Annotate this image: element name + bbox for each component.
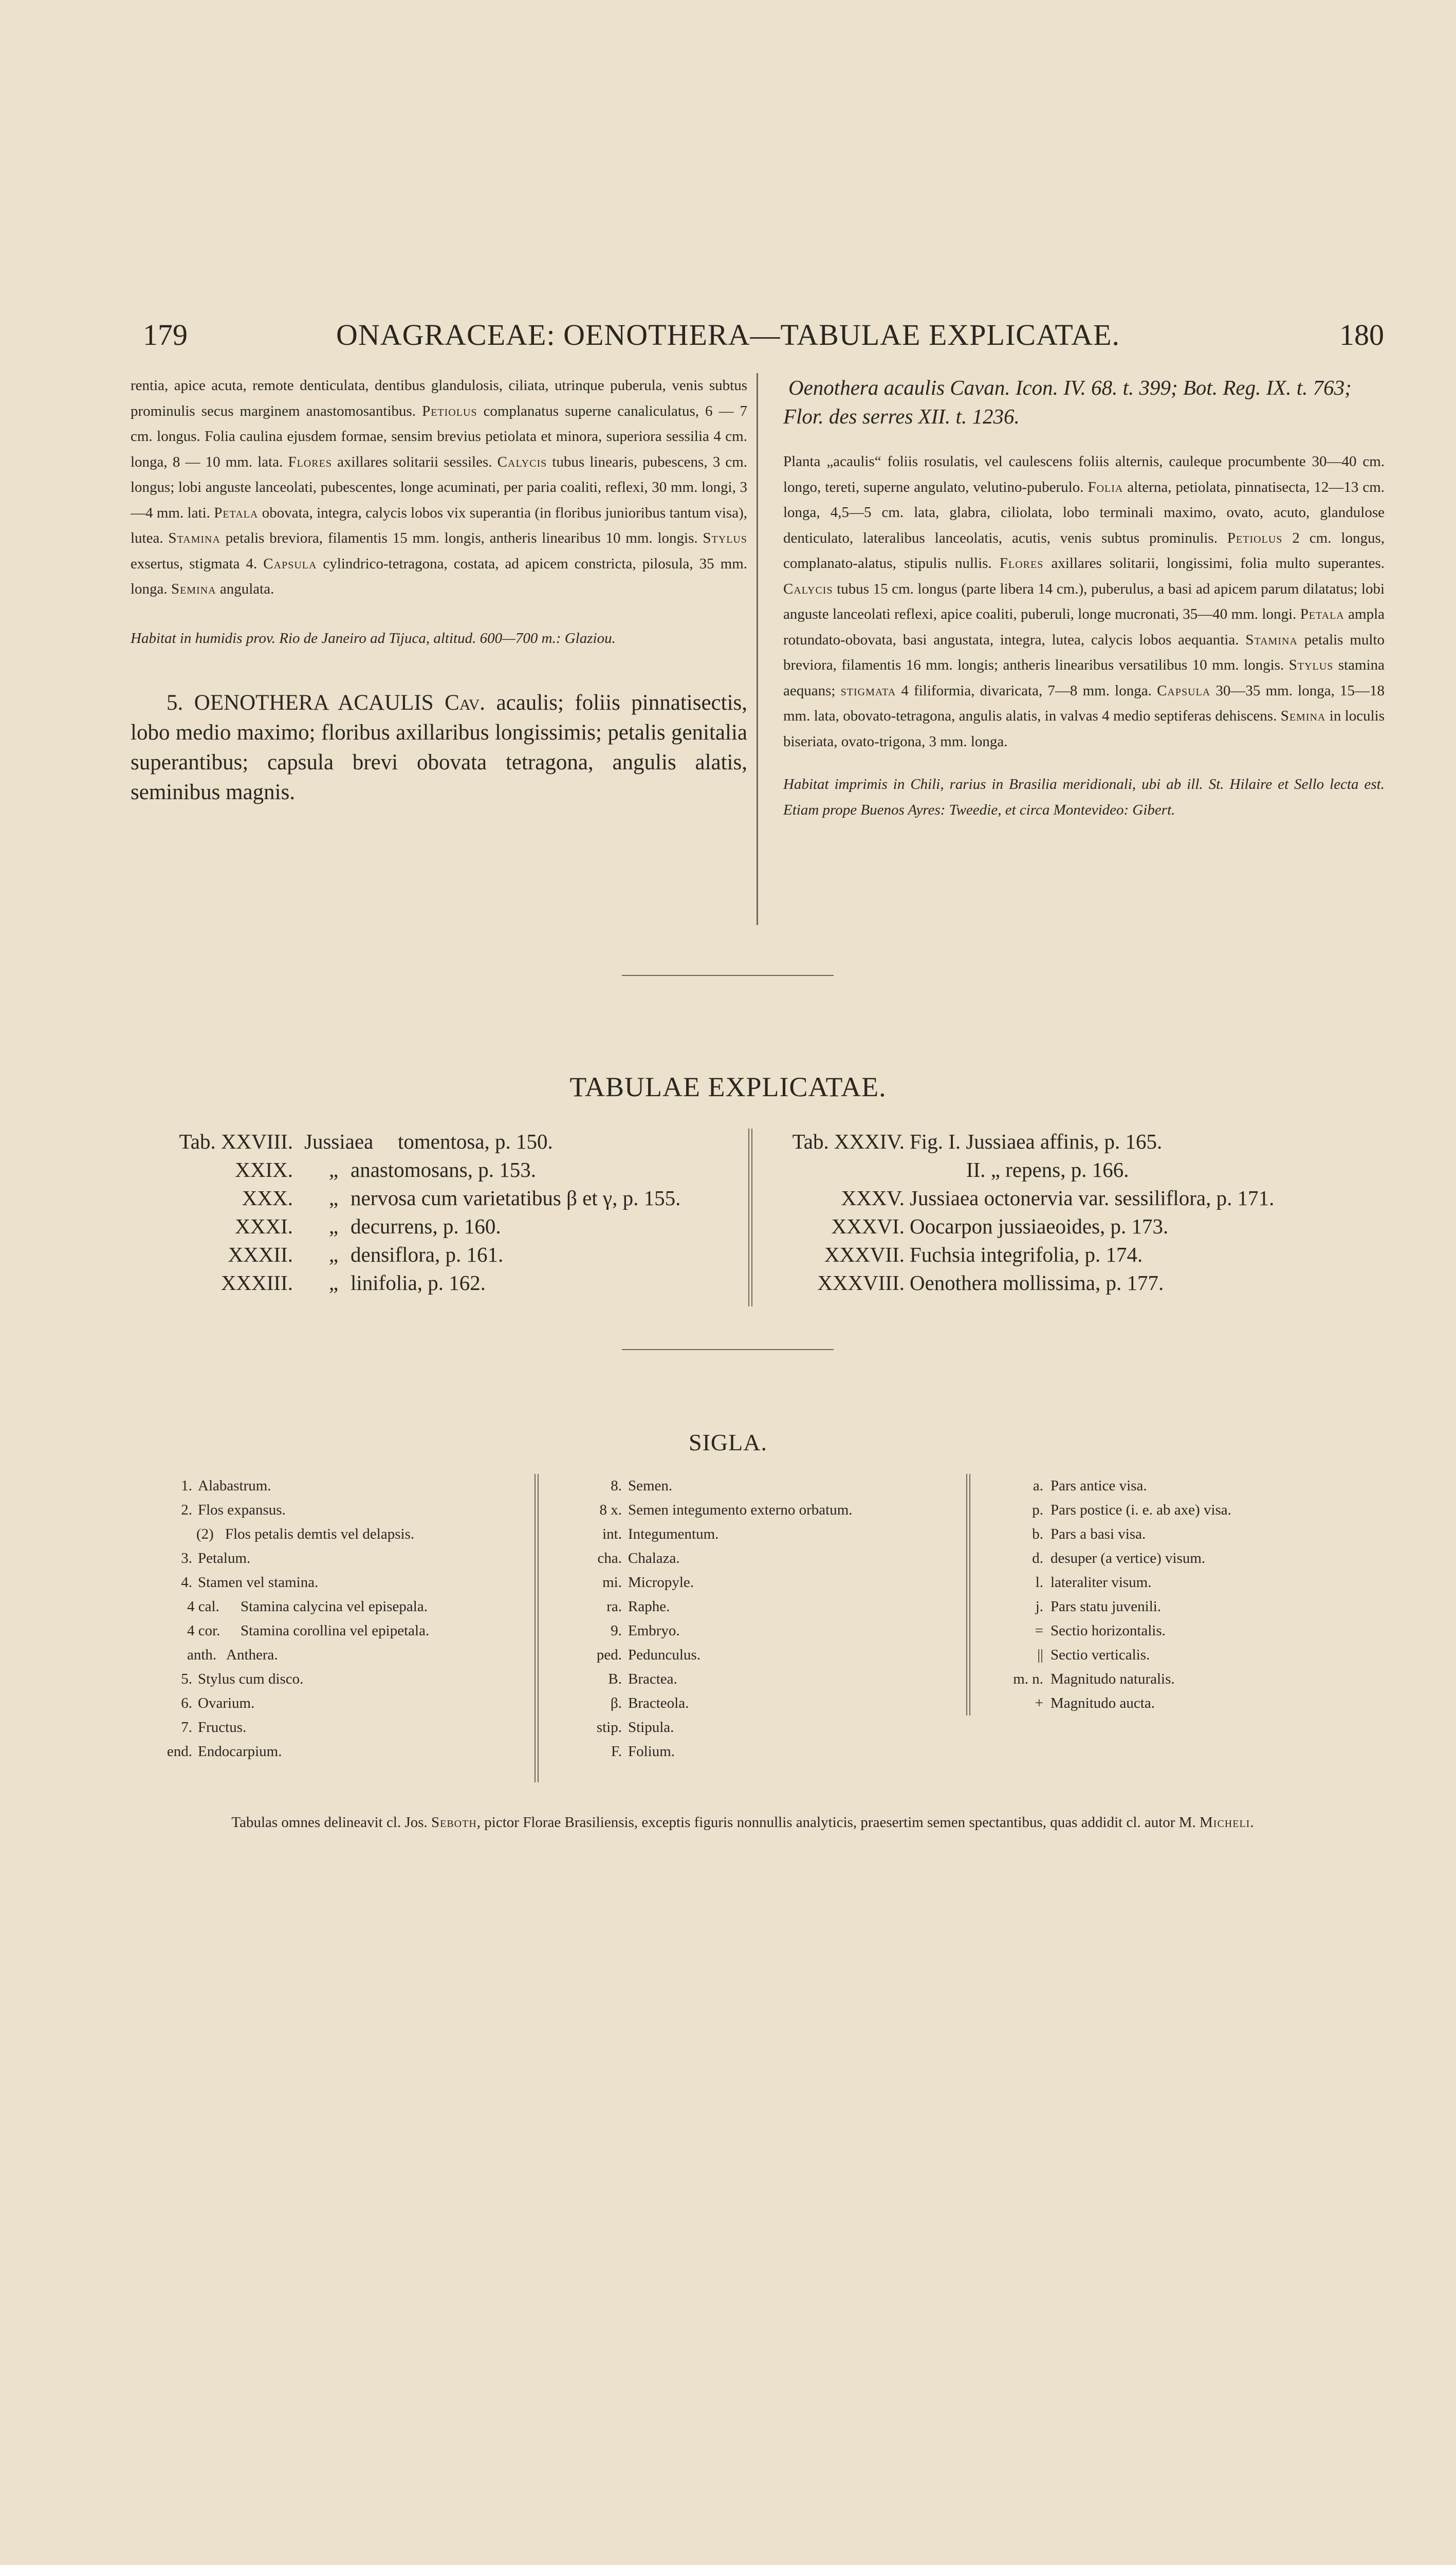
sigla-entry: = Sectio horizontalis. (1035, 1622, 1166, 1639)
sigla-entry: a. Pars antice visa. (1033, 1478, 1147, 1494)
left-column (131, 373, 747, 807)
sigla-entry: l. lateraliter visum. (1035, 1574, 1152, 1591)
sigla-entry: 4 cal. Stamina calycina vel episepala. (187, 1598, 428, 1615)
right-description: Planta „acaulis“ foliis rosulatis, vel caulescens foliis alternis, cauleque procumbente 30—40 cm. longo, tereti, superne angulato, velutino-puberulo. Folia alterna, petiolata, pinnatisecta, 12—13 cm. longa, 4,5—5 cm. lata, glabra, ciliolata, lobo terminali maximo, ovato, acuto, glandulose denticulato, lateralibus lanceolatis, acutis, venis subtus prominulis. Petiolus 2 cm. longus, complanato-alatus, stipulis nullis. Flores axillares solitarii, longissimi, folia multo superantes. Calycis tubus 15 cm. longus (parte libera 14 cm.), puberulus, a basi ad apicem parum dilatatus; lobi anguste lanceolati reflexi, apice coaliti, puberuli, longe mucronati, 35—40 mm. longi. Petala ampla rotundato-obovata, basi angustata, integra, lutea, calycis lobos aequantia. Stamina petalis multo breviora, filamentis 16 mm. longis; antheris linearibus versatilibus 10 mm. longis. Stylus stamina aequans; stigmata 4 filiformia, divaricata, 7—8 mm. longa. Capsula 30—35 mm. longa, 15—18 mm. lata, obovato-tetragona, angulis alatis, in valvas 4 medio septiferas dehiscens. Semina in loculis biseriata, ovato-trigona, 3 mm. longa. (783, 453, 1385, 750)
sigla-entry: int. Integumentum. (602, 1526, 719, 1542)
tabulae-row: XXX. „ nervosa cum varietatibus β et γ, p. 155. (242, 1186, 681, 1210)
sigla-entry: F. Folium. (611, 1743, 675, 1760)
tabulae-row: XXXII. „ densiflora, p. 161. (228, 1243, 504, 1266)
sigla-entry: 2. Flos expansus. (181, 1502, 286, 1518)
sigla-entry: (2) Flos petalis demtis vel delapsis. (196, 1526, 415, 1542)
sigla-entry: || Sectio verticalis. (1037, 1647, 1150, 1663)
page-number-right: 180 (1339, 318, 1384, 352)
sigla-entry: mi. Micropyle. (602, 1574, 694, 1591)
sigla-entry: 1. Alabastrum. (181, 1478, 271, 1494)
sigla-entry: ra. Raphe. (606, 1598, 670, 1615)
tabulae-row: II. „ repens, p. 166. (966, 1158, 1129, 1182)
tabulae-title: TABULAE EXPLICATAE. (569, 1072, 887, 1102)
column-divider (757, 373, 758, 925)
sigla-entry: B. Bractea. (608, 1671, 677, 1687)
sigla-entry: d. desuper (a vertice) visum. (1032, 1550, 1206, 1566)
tabulae-right-list (771, 1128, 1388, 1297)
sigla-title: SIGLA. (689, 1429, 767, 1455)
species-citation: Oenothera acaulis Cavan. Icon. IV. 68. t. 399; Bot. Reg. IX. t. 763; Flor. des serres XII. t. 1236. (783, 376, 1352, 428)
sigla-entry: j. Pars statu juvenili. (1035, 1598, 1162, 1615)
sigla-entry: β. Bracteola. (610, 1695, 689, 1711)
sigla-entry: m. n. Magnitudo naturalis. (1013, 1671, 1175, 1687)
sigla-divider (538, 1474, 539, 1782)
tabulae-row: XXXIII. „ linifolia, p. 162. (220, 1271, 486, 1295)
tabulae-row: XXXV. Jussiaea octonervia var. sessiliflora, p. 171. (841, 1186, 1275, 1210)
plates-credit-note: Tabulas omnes delineavit cl. Jos. Seboth, pictor Florae Brasiliensis, exceptis figuris nonnullis analyticis, praesertim semen spectantibus, quas addidit cl. autor M. Micheli. (231, 1814, 1254, 1831)
sigla-entry: 6. Ovarium. (181, 1695, 255, 1711)
sigla-entry: p. Pars postice (i. e. ab axe) visa. (1032, 1502, 1231, 1518)
tabulae-row: XXXVI. Oocarpon jussiaeoides, p. 173. (831, 1214, 1169, 1238)
sigla-column-3 (982, 1474, 1372, 1715)
sigla-entry: cha. Chalaza. (597, 1550, 680, 1566)
sigla-entry: 3. Petalum. (181, 1550, 251, 1566)
sigla-entry: 7. Fructus. (181, 1719, 247, 1736)
sigla-entry: 9. Embryo. (611, 1622, 680, 1639)
running-head (0, 318, 1456, 359)
sigla-entry: end. Endocarpium. (167, 1743, 282, 1760)
right-habitat: Habitat imprimis in Chili, rarius in Brasilia meridionali, ubi ab ill. St. Hilaire et Sello lecta est. Etiam prope Buenos Ayres: Tweedie, et circa Montevideo: Gibert. (783, 776, 1385, 818)
sigla-column-2 (550, 1474, 971, 1764)
tabulae-row: XXXVIII. Oenothera mollissima, p. 177. (817, 1271, 1164, 1295)
sigla-divider (969, 1474, 970, 1715)
left-description: rentia, apice acuta, remote denticulata, dentibus glandulosis, ciliata, utrinque puberula, venis subtus prominulis secus marginem anastomosantibus. Petiolus complanatus superne canaliculatus, 6 — 7 cm. longus. Folia caulina ejusdem formae, sensim brevius petiolata et minora, superiora sessilia 4 cm. longa, 8 — 10 mm. lata. Flores axillares solitarii sessiles. Calycis tubus linearis, pubescens, 3 cm. longus; lobi anguste lanceolati, pubescentes, longe acuminati, per paria coaliti, reflexi, 30 mm. longi, 3—4 mm. lati. Petala obovata, integra, calycis lobos vix superantia (in floribus junioribus tantum visa), lutea. Stamina petalis breviora, filamentis 15 mm. longis, antheris linearibus 10 mm. longis. Stylus exsertus, stigmata 4. Capsula cylindrico-tetragona, costata, ad apicem constricta, pilosula, 35 mm. longa. Semina angulata. (131, 377, 748, 597)
right-column (783, 373, 1385, 823)
tabulae-row: Tab. XXVIII. Jussiaea tomentosa, p. 150. (179, 1130, 553, 1153)
sigla-entry: 5. Stylus cum disco. (181, 1671, 304, 1687)
page-title: ONAGRACEAE: OENOTHERA—TABULAE EXPLICATAE. (336, 318, 1120, 352)
section-rule-1 (622, 975, 834, 976)
tabulae-divider (751, 1129, 752, 1306)
sigla-entry: b. Pars a basi visa. (1032, 1526, 1146, 1542)
sigla-column-1 (134, 1474, 535, 1764)
tabulae-row: XXXVII. Fuchsia integrifolia, p. 174. (824, 1243, 1143, 1266)
sigla-entry: + Magnitudo aucta. (1035, 1695, 1155, 1711)
sigla-entry: 4. Stamen vel stamina. (181, 1574, 319, 1591)
tabulae-row: XXIX. „ anastomosans, p. 153. (235, 1158, 536, 1182)
sigla-divider (535, 1474, 536, 1782)
sigla-entry: anth. Anthera. (187, 1647, 278, 1663)
sigla-divider (966, 1474, 967, 1715)
tabulae-row: Tab. XXXIV. Fig. I. Jussiaea affinis, p. 165. (792, 1130, 1163, 1153)
species-diagnosis: 5. OENOTHERA ACAULIS Cav. acaulis; foliis pinnatisectis, lobo medio maximo; floribus axillaribus longissimis; petalis genitalia superantibus; capsula brevi obovata tetragona, angulis alatis, seminibus magnis. (131, 691, 748, 804)
tabulae-row: XXXI. „ decurrens, p. 160. (235, 1214, 501, 1238)
sigla-entry: 8. Semen. (611, 1478, 673, 1494)
page-number-left: 179 (143, 318, 188, 352)
sigla-entry: 8 x. Semen integumento externo orbatum. (599, 1502, 853, 1518)
sigla-entry: stip. Stipula. (596, 1719, 674, 1736)
tabulae-divider (748, 1129, 749, 1306)
sigla-entry: 4 cor. Stamina corollina vel epipetala. (187, 1622, 430, 1639)
section-rule-2 (622, 1349, 834, 1350)
sigla-entry: ped. Pedunculus. (596, 1647, 701, 1663)
left-habitat: Habitat in humidis prov. Rio de Janeiro ad Tijuca, altitud. 600—700 m.: Glaziou. (131, 630, 616, 647)
tabulae-left-list (128, 1128, 745, 1297)
